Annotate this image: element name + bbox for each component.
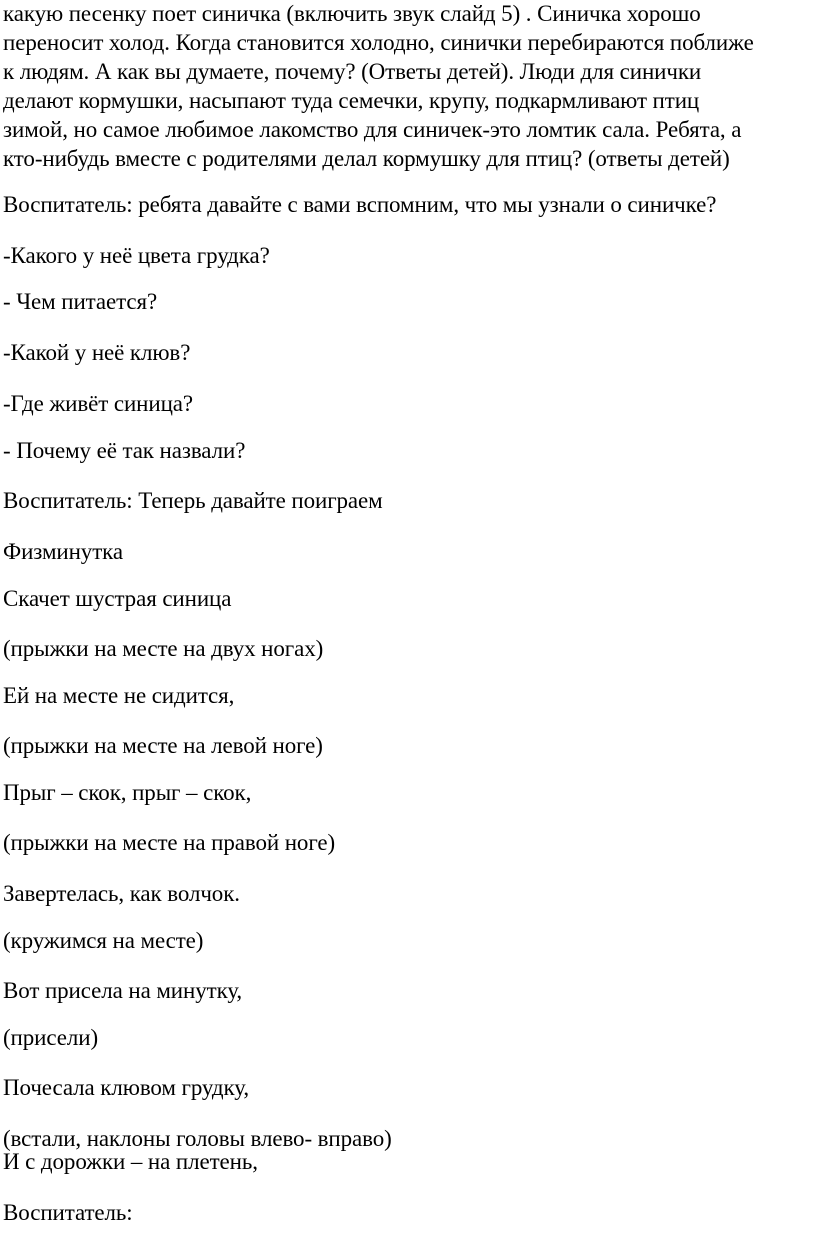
question-breast-color: -Какого у неё цвета грудка? [3, 243, 270, 268]
teacher-lets-play: Воспитатель: Теперь давайте поиграем [3, 488, 383, 513]
section-heading-exercise: Физминутка [3, 539, 123, 564]
poem-line: Ей на месте не сидится, [3, 683, 235, 708]
question-food: - Чем питается? [3, 289, 158, 314]
question-beak: -Какой у неё клюв? [3, 340, 191, 365]
poem-action: (встали, наклоны головы влево- вправо) [3, 1126, 392, 1151]
teacher-label: Воспитатель: [3, 1200, 133, 1225]
intro-line: кто-нибудь вместе с родителями делал кормушку для птиц? (ответы детей) [3, 146, 730, 171]
poem-action: (кружимся на месте) [3, 928, 204, 953]
poem-action: (прыжки на месте на правой ноге) [3, 830, 336, 855]
poem-line: Прыг – скок, прыг – скок, [3, 780, 252, 805]
poem-action: (присели) [3, 1025, 99, 1050]
poem-line: Завертелась, как волчок. [3, 881, 240, 906]
poem-action: (прыжки на месте на левой ноге) [3, 733, 323, 758]
poem-line: Почесала клювом грудку, [3, 1075, 249, 1100]
intro-paragraph [3, 0, 813, 173]
intro-line: к людям. А как вы думаете, почему? (Ответы детей). Люди для синички [3, 59, 702, 84]
question-name-origin: - Почему её так назвали? [3, 438, 246, 463]
poem-line: И с дорожки – на плетень, [3, 1149, 258, 1174]
intro-line: зимой, но самое любимое лакомство для синичек-это ломтик сала. Ребята, а [3, 117, 742, 142]
intro-line: какую песенку поет синичка (включить звук слайд 5) . Синичка хорошо [3, 1, 701, 26]
poem-line: Вот присела на минутку, [3, 978, 243, 1003]
intro-line: переносит холод. Когда становится холодно, синички перебираются поближе [3, 30, 754, 55]
poem-line: Скачет шустрая синица [3, 586, 232, 611]
teacher-recall-question: Воспитатель: ребята давайте с вами вспомним, что мы узнали о синичке? [3, 192, 717, 217]
poem-action: (прыжки на месте на двух ногах) [3, 636, 324, 661]
question-habitat: -Где живёт синица? [3, 391, 194, 416]
intro-line: делают кормушки, насыпают туда семечки, крупу, подкармливают птиц [3, 88, 700, 113]
